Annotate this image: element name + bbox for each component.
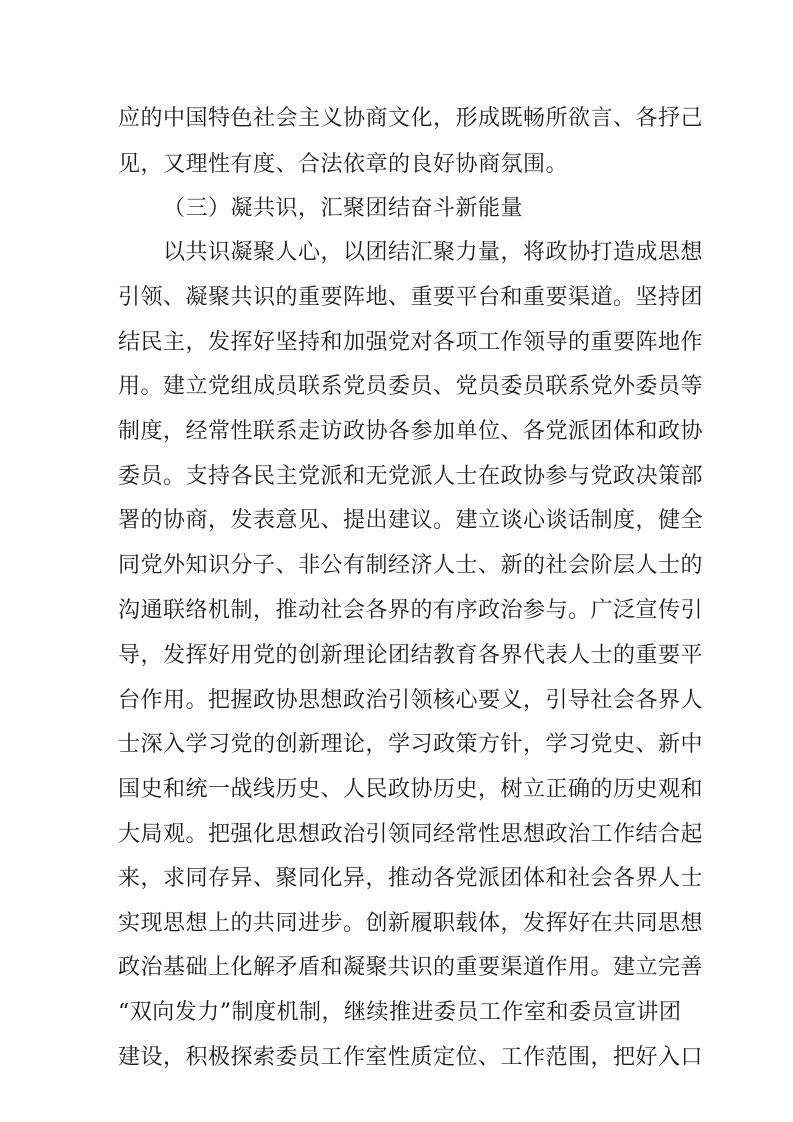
paragraph-first-line: 以共识凝聚人心，以团结汇聚力量，将政协打造成思想 — [163, 240, 704, 265]
text-line: 台作用。把握政协思想政治引领核心要义，引导社会各界人 — [118, 688, 704, 713]
text-line: 应的中国特色社会主义协商文化，形成既畅所欲言、各抒己 — [118, 106, 704, 131]
text-line: 来，求同存异、聚同化异，推动各党派团体和社会各界人士 — [118, 866, 704, 891]
text-line: 大局观。把强化思想政治引领同经常性思想政治工作结合起 — [118, 822, 704, 847]
text-line: 见，又理性有度、合法依章的良好协商氛围。 — [118, 152, 569, 177]
text-line: 沟通联络机制，推动社会各界的有序政治参与。广泛宣传引 — [118, 598, 704, 623]
text-line: 用。建立党组成员联系党员委员、党员委员联系党外委员等 — [118, 374, 704, 399]
text-line: 结民主，发挥好坚持和加强党对各项工作领导的重要阵地作 — [118, 330, 704, 355]
text-line: 引领、凝聚共识的重要阵地、重要平台和重要渠道。坚持团 — [118, 285, 704, 310]
text-line: 署的协商，发表意见、提出建议。建立谈心谈话制度，健全 — [118, 508, 704, 533]
text-line: 委员。支持各民主党派和无党派人士在政协参与党政决策部 — [118, 464, 704, 489]
text-line: 实现思想上的共同进步。创新履职载体，发挥好在共同思想 — [118, 911, 704, 936]
text-line: 建设，积极探索委员工作室性质定位、工作范围，把好入口 — [118, 1045, 704, 1070]
text-line: 政治基础上化解矛盾和凝聚共识的重要渠道作用。建立完善 — [118, 955, 704, 980]
text-line: 士深入学习党的创新理论，学习政策方针，学习党史、新中 — [118, 732, 704, 757]
text-line: 制度，经常性联系走访政协各参加单位、各党派团体和政协 — [118, 419, 704, 444]
text-line: 国史和统一战线历史、人民政协历史，树立正确的历史观和 — [118, 777, 704, 802]
text-line: “双向发力”制度机制，继续推进委员工作室和委员宣讲团 — [118, 1000, 682, 1025]
text-line: 导，发挥好用党的创新理论团结教育各界代表人士的重要平 — [118, 643, 704, 668]
text-line: 同党外知识分子、非公有制经济人士、新的社会阶层人士的 — [118, 553, 704, 578]
section-heading: （三）凝共识，汇聚团结奋斗新能量 — [163, 196, 524, 221]
